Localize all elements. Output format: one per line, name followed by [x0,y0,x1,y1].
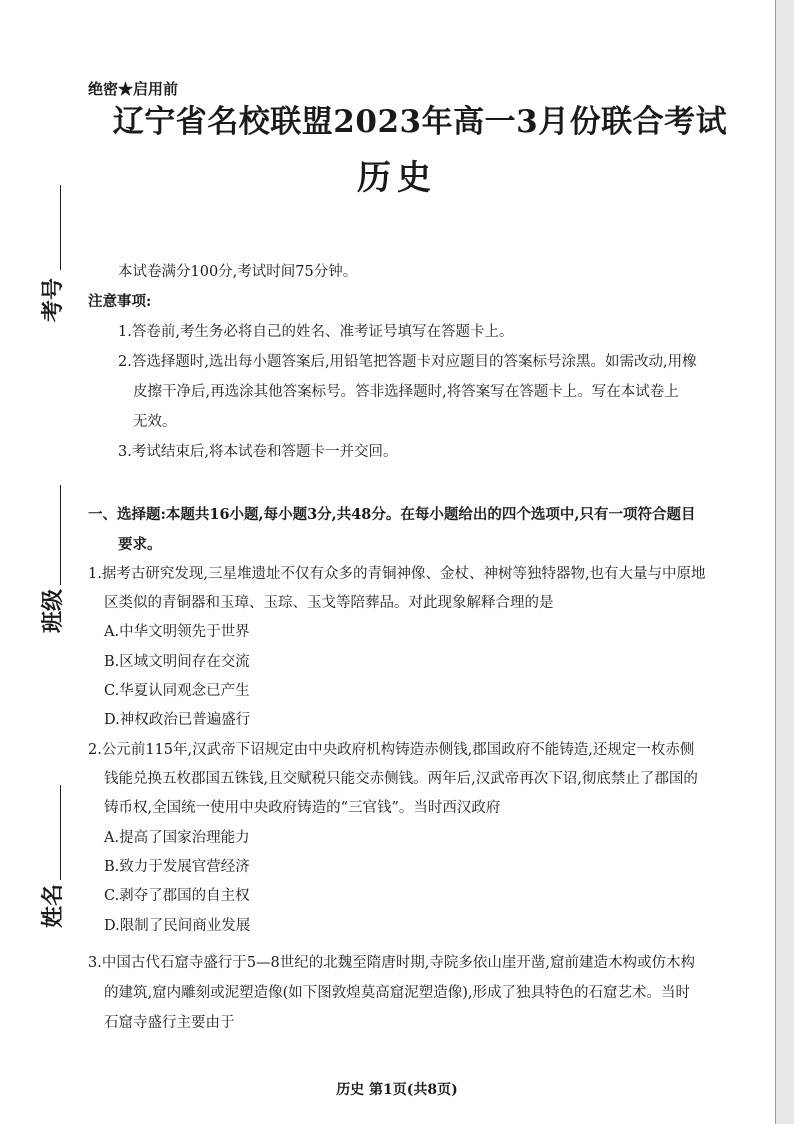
question-stem: 区类似的青铜器和玉璋、玉琮、玉戈等陪葬品。对此现象解释合理的是 [104,595,554,611]
exam-number-line [60,185,61,270]
question-option: C.剥夺了郡国的自主权 [104,888,250,904]
score-line: 本试卷满分100分,考试时间75分钟。 [118,264,358,280]
question-option: A.中华文明领先于世界 [104,624,250,640]
exam-title: 辽宁省名校联盟2023年高一3月份联合考试 [112,104,728,140]
subject-title: 历史 [357,158,437,198]
question-option: B.致力于发展官营经济 [104,859,250,875]
page-footer: 历史 第1页(共8页) [336,1082,458,1098]
question-stem: 3.中国古代石窟寺盛行于5—8世纪的北魏至隋唐时期,寺院多依山崖开凿,窟前建造木构或仿木构 [88,955,695,971]
question-option: B.区域文明间存在交流 [104,654,250,670]
note-item: 1.答卷前,考生务必将自己的姓名、准考证号填写在答题卡上。 [118,324,514,340]
question-stem: 的建筑,窟内雕刻或泥塑造像(如下图敦煌莫高窟泥塑造像),形成了独具特色的石窟艺术。当时 [104,985,691,1001]
section-heading: 一、选择题:本题共16小题,每小题3分,共48分。在每小题给出的四个选项中,只有一项符合题目 [88,506,696,523]
question-option: D.神权政治已普遍盛行 [104,712,251,728]
class-field [24,589,74,634]
question-stem: 石窟寺盛行主要由于 [104,1015,235,1031]
class-line [60,485,61,585]
question-stem: 钱能兑换五枚郡国五铢钱,且交赋税只能交赤侧钱。两年后,汉武帝再次下诏,彻底禁止了郡国的 [104,771,698,787]
question-stem: 1.据考古研究发现,三星堆遗址不仅有众多的青铜神像、金杖、神树等独特器物,也有大量与中原地 [88,566,706,582]
class-label: 班级 [41,589,66,634]
exam-number-field [24,278,74,323]
note-item: 皮擦干净后,再选涂其他答案标号。答非选择题时,将答案写在答题卡上。写在本试卷上 [133,384,679,400]
question-stem: 铸币权,全国统一使用中央政府铸造的“三官钱”。当时西汉政府 [104,800,501,816]
secret-mark: 绝密★启用前 [88,80,179,98]
notes-title: 注意事项: [88,293,152,310]
name-label: 姓名 [41,884,66,929]
question-option: D.限制了民间商业发展 [104,918,251,934]
note-item: 无效。 [133,414,177,430]
exam-number-label: 考号 [41,278,66,323]
note-item: 3.考试结束后,将本试卷和答题卡一并交回。 [118,444,398,460]
question-option: C.华夏认同观念已产生 [104,683,250,699]
name-line [60,785,61,880]
question-option: A.提高了国家治理能力 [104,830,250,846]
section-heading-cont: 要求。 [118,536,162,553]
name-field [24,884,74,929]
note-item: 2.答选择题时,选出每小题答案后,用铅笔把答题卡对应题目的答案标号涂黑。如需改动,用橡 [118,354,697,370]
question-stem: 2.公元前115年,汉武帝下诏规定由中央政府机构铸造赤侧钱,郡国政府不能铸造,还规定一枚赤侧 [88,742,695,758]
